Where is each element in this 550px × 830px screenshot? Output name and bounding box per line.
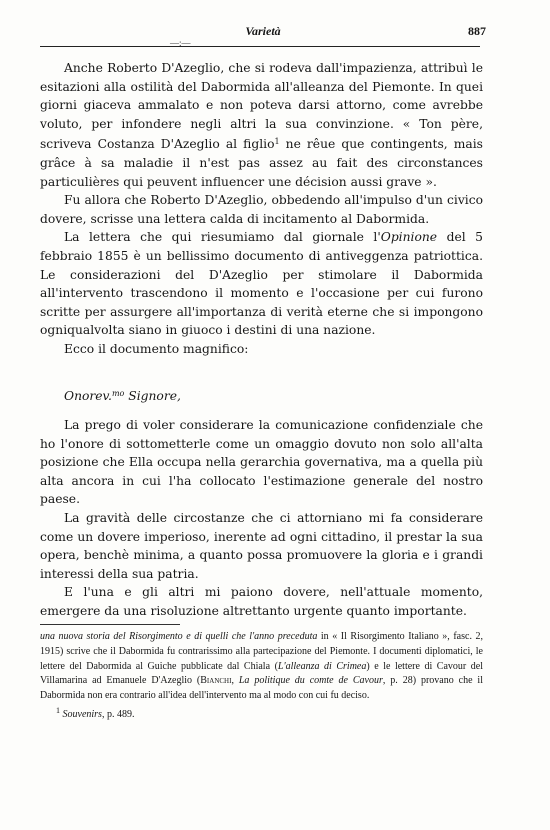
paragraph-4: Ecco il documento magnifico: <box>64 341 249 356</box>
footnote-1: $^1$ Souvenirs, p. 489. <box>56 705 135 720</box>
letter-paragraph-3: E l'una e gli altri mi paiono dovere, nell'attuale momento, emergere da una risoluzione altrettanto urgente quanto importante. <box>40 585 483 619</box>
footnote-ref-1: 1 <box>274 137 280 147</box>
letter-paragraph-1: La prego di voler considerare la comunicazione confidenziale che ho l'onore di sottometterle come un omaggio dovuto non solo all'alta posizione che Ella occupa nella gerarchia governativa, ma a quella più alta ancora in cui l'ha collocato l'estimazione generale del nostro paese. <box>40 418 483 507</box>
running-head <box>40 24 486 40</box>
page-number: 887 <box>468 24 486 38</box>
paragraph-1: Anche Roberto D'Azeglio, che si rodeva dall'impazienza, attribuì le esitazioni alla ostilità del Dabormida all'alleanza del Piemonte. In quei giorni giaceva ammalato e non poteva darsi attorno, come avrebbe voluto, per infondere negli altri la sua convinzione. « Ton père, scriveva Costanza D'Azeglio al figlio$^1$ ne rêue que contingents, mais grâce à sa maladie il n'est pas assez au fait des circonstances particulières qui peuvent influencer une décision aussi grave ». <box>40 61 483 189</box>
paragraph-3: La lettera che qui riesumiamo dal giornale l'Opinione del 5 febbraio 1855 è un bellissimo documento di antiveggenza patriottica. Le considerazioni del D'Azeglio per stimolare il Dabormida all'intervento trascendono il momento e l'occasione per cui furono scritte per assurgere all'importanza di verità eterne che si impongono ogniqualvolta siano in giuoco i destini di una nazione. <box>40 230 483 338</box>
letter-salutation: Onorev.$^{mo}$ Signore, <box>64 388 181 403</box>
newspaper-title: Opinione <box>380 230 438 245</box>
paragraph-2: Fu allora che Roberto D'Azeglio, obbedendo all'impulso d'un civico dovere, scrisse una lettera calda di incitamento al Dabormida. <box>40 193 483 226</box>
letter-paragraph-2: La gravità delle circostanze che ci attorniano mi fa considerare come un dovere imperioso, inerente ad ogni cittadino, il prestar la sua opera, benchè minima, a quanto possa promuovere la gloria e i grandi interessi della sua patria. <box>40 511 483 581</box>
main-text <box>40 59 483 621</box>
footnote-continued: una nuova storia del Risorgimento e di quelli che l'anno preceduta in « Il Risorgimento Italiano », fasc. 2, 1915) scrive che il Dabormida fu contrarissimo alla partecipazione del Piemonte. I documenti diplomatici, le lettere del Dabormida al Guiche pubblicate dal Chiala (L'alleanza di Crimea) e le lettere di Cavour del Villamarina ad Emanuele D'Azeglio (Bianchi, La politique du comte de Cavour, p. 28) provano che il Dabormida non era contrario all'idea dell'intervento ma al modo con cui fu deciso. <box>40 631 483 702</box>
footnote-rule <box>40 624 180 625</box>
footnotes <box>40 630 483 723</box>
header-ornament: —:— <box>170 38 191 48</box>
running-head-title: Varietà <box>245 24 281 38</box>
header-rule <box>40 46 480 47</box>
